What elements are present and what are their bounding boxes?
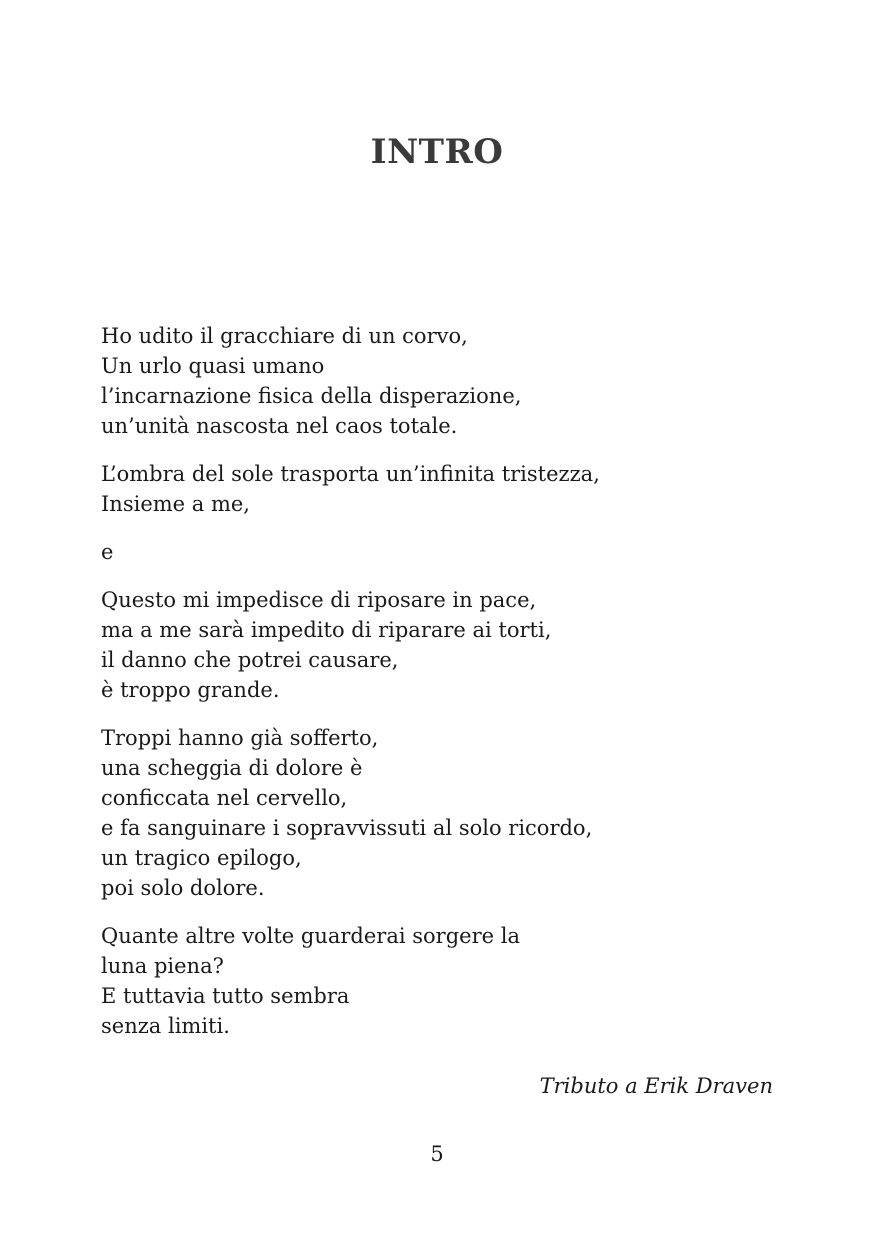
poem-line: una scheggia di dolore è: [101, 756, 363, 780]
page-number: 5: [430, 1142, 444, 1166]
poem-line: conficcata nel cervello,: [101, 786, 348, 810]
poem-line: Quante altre volte guarderai sorgere la: [101, 924, 520, 948]
stanza: [101, 921, 781, 1041]
poem-body: [101, 321, 781, 1059]
stanza: [101, 585, 781, 705]
stanza: [101, 321, 781, 441]
stanza: [101, 723, 781, 903]
poem-line: l’incarnazione fisica della disperazione,: [101, 384, 522, 408]
poem-line: è troppo grande.: [101, 678, 280, 702]
poem-line: poi solo dolore.: [101, 876, 265, 900]
poem-line: luna piena?: [101, 954, 224, 978]
poem-line: Insieme a me,: [101, 492, 250, 516]
poem-line: Un urlo quasi umano: [101, 354, 325, 378]
poem-line: L’ombra del sole trasporta un’infinita tristezza,: [101, 462, 600, 486]
dedication: Tributo a Erik Draven: [539, 1074, 773, 1098]
stanza: [101, 537, 781, 567]
poem-line: senza limiti.: [101, 1014, 230, 1038]
stanza: [101, 459, 781, 519]
poem-line: un’unità nascosta nel caos totale.: [101, 414, 458, 438]
poem-line: il danno che potrei causare,: [101, 648, 399, 672]
poem-line: Ho udito il gracchiare di un corvo,: [101, 324, 468, 348]
poem-line: E tuttavia tutto sembra: [101, 984, 350, 1008]
poem-line: e fa sanguinare i sopravvissuti al solo ricordo,: [101, 816, 593, 840]
poem-line: un tragico epilogo,: [101, 846, 302, 870]
poem-title: INTRO: [370, 132, 504, 172]
poem-line: Questo mi impedisce di riposare in pace,: [101, 588, 537, 612]
poem-line: Troppi hanno già sofferto,: [101, 726, 379, 750]
poem-line: ma a me sarà impedito di riparare ai torti,: [101, 618, 552, 642]
poem-line: e: [101, 540, 114, 564]
